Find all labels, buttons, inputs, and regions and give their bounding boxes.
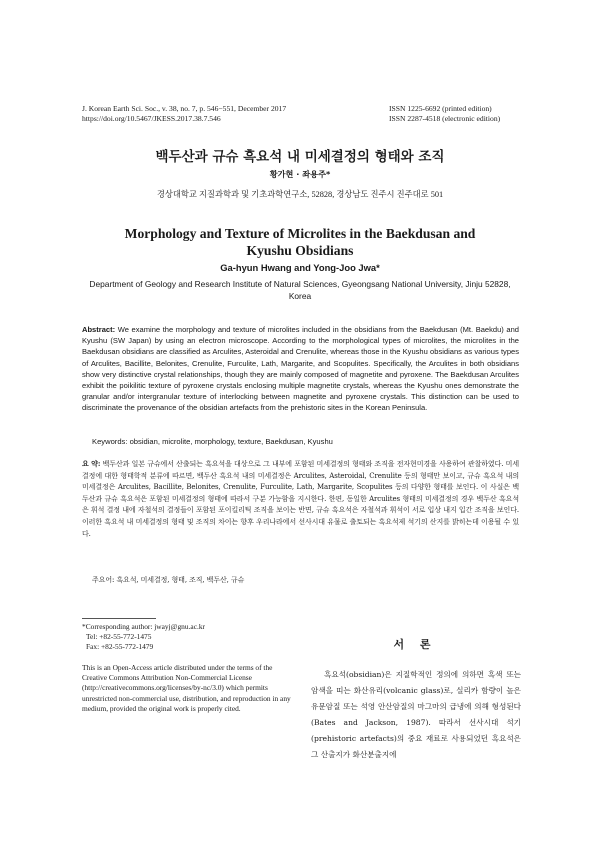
license-notice: This is an Open-Access article distributed under the terms of the Creative Commons Attribution Non-Commercial License (http://creativecommons.org/licenses/by-nc/3.0) which permits unrestricted non-commercial use, distribution, and reproduction in any medium, provided the original work is properly cited. <box>82 663 291 713</box>
keywords-label: Keywords: <box>92 437 128 446</box>
korean-authors: 황가현 · 좌용주* <box>269 169 331 179</box>
journal-citation: J. Korean Earth Sci. Soc., v. 38, no. 7, p. 546−551, December 2017 <box>82 104 287 113</box>
doi-link[interactable]: https://doi.org/10.5467/JKESS.2017.38.7.546 <box>82 114 221 123</box>
corresponding-author: *Corresponding author: jwayj@gnu.ac.kr <box>82 622 205 631</box>
english-affiliation: Department of Geology and Research Institute of Natural Sciences, Gyeongsang National University, Jinju 52828, Korea <box>89 279 511 301</box>
korean-abstract <box>82 458 519 540</box>
abstract-text: We examine the morphology and texture of microlites included in the obsidians from the Baekdusan (Mt. Baekdu) and Kyushu (SW Japan) by using an electron microscope. According to the morphological types of microlites, the microlites in the Baekdusan obsidians are classified as Arculites, Asteroidal and Crenulite, whereas those in the Kyushu obsidians as various types of Arculites, Bacillite, Belonites, Crenulite, Furculite, Lath, Margarite, and Scopulites. Specifically, the Arculites in both obsidians show very distinctive crystal relationships, though they are mainly composed of magnetite and pyroxene. The Baekdusan Arculites exhibit the poikilitic texture of pyroxene crystals enclosing multiple magnetite crystals, whereas the Kyushu ones demonstrate the granular and/or intergranular texture of interlocking between magnetite and pyroxene crystals. This distinction can be used to discriminate the provenance of the obsidian artefacts from the prehistoric sites in the Korean Peninsula. <box>82 325 519 413</box>
korean-abstract-label: 요 약: <box>82 459 101 468</box>
english-title-line2: Kyushu Obsidians <box>246 243 354 258</box>
english-title <box>0 225 600 259</box>
phone-number: Tel: +82-55-772-1475 <box>86 632 152 642</box>
korean-keywords-label: 주요어: <box>92 576 115 584</box>
korean-title: 백두산과 규슈 흑요석 내 미세결정의 형태와 조직 <box>155 149 445 165</box>
english-title-line1: Morphology and Texture of Microlites in the Baekdusan and <box>124 226 476 241</box>
keywords <box>92 437 333 446</box>
keywords-text: obsidian, microlite, morphology, texture, Baekdusan, Kyushu <box>129 437 333 446</box>
fax-number: Fax: +82-55-772-1479 <box>86 642 154 652</box>
english-authors: Ga-hyun Hwang and Yong-Joo Jwa* <box>220 262 380 273</box>
issn-electronic: ISSN 2287-4518 (electronic edition) <box>389 114 501 123</box>
footnote-contact <box>82 622 294 653</box>
intro-paragraph: 흑요석(obsidian)은 지질학적인 정의에 의하면 흑색 또는 암색을 띠는 화산유리(volcanic glass)로, 실리카 함량이 높은 유문암질 또는 석영 안산암질의 마그마의 급냉에 의해 형성된다(Bates and Jackson, 1987). 따라서 선사시대 석기(prehistoric artefacts)의 중요 재료로 사용되었던 흑요석은 그 산출지가 화산분출지에 <box>311 670 521 759</box>
korean-affiliation: 경상대학교 지질과학과 및 기초과학연구소, 52828, 경상남도 진주시 진주대로 501 <box>156 190 444 199</box>
abstract <box>82 324 519 414</box>
section-heading-intro: 서 론 <box>393 638 437 651</box>
korean-abstract-text: 백두산과 일본 규슈에서 산출되는 흑요석을 대상으로 그 내부에 포함된 미세결정의 형태와 조직을 전자현미경을 사용하여 관찰하였다. 미세결정에 대한 형태학적 분류에 따르면, 백두산 흑요석 내의 미세결정은 Arculites, Asteroidal, Crenulite 등의 형태만 보이고, 규슈 흑요석 내의 미세결정은 Arculites, Bacillite, Belonites, Crenulite, Furculite, Lath, Margarite, Scopulites 등의 다양한 형태를 보인다. 이 사실은 백두산과 규슈 흑요석은 포함된 미세결정의 형태에 따라서 구분 가능함을 지시한다. 한편, 동일한 Arculites 형태의 미세결정의 경우 백두산 흑요석은 휘석 결정 내에 자철석의 결정들이 포함된 포이킬리틱 조직을 보이는 반면, 규슈 흑요석은 자철석과 휘석이 서로 입상 내지 입간 조직을 보인다. 이러한 흑요석 내 미세결정의 형태 및 조직의 차이는 향후 우리나라에서 선사시대 유물로 출토되는 흑요석제 석기의 산지를 밝히는데 이용될 수 있다. <box>82 460 519 538</box>
korean-keywords <box>92 575 492 587</box>
footnote-rule <box>82 618 156 619</box>
abstract-label: Abstract: <box>82 325 116 334</box>
korean-keywords-text: 흑요석, 미세결정, 형태, 조직, 백두산, 규슈 <box>116 576 245 584</box>
issn-print: ISSN 1225-6692 (printed edition) <box>389 104 492 113</box>
